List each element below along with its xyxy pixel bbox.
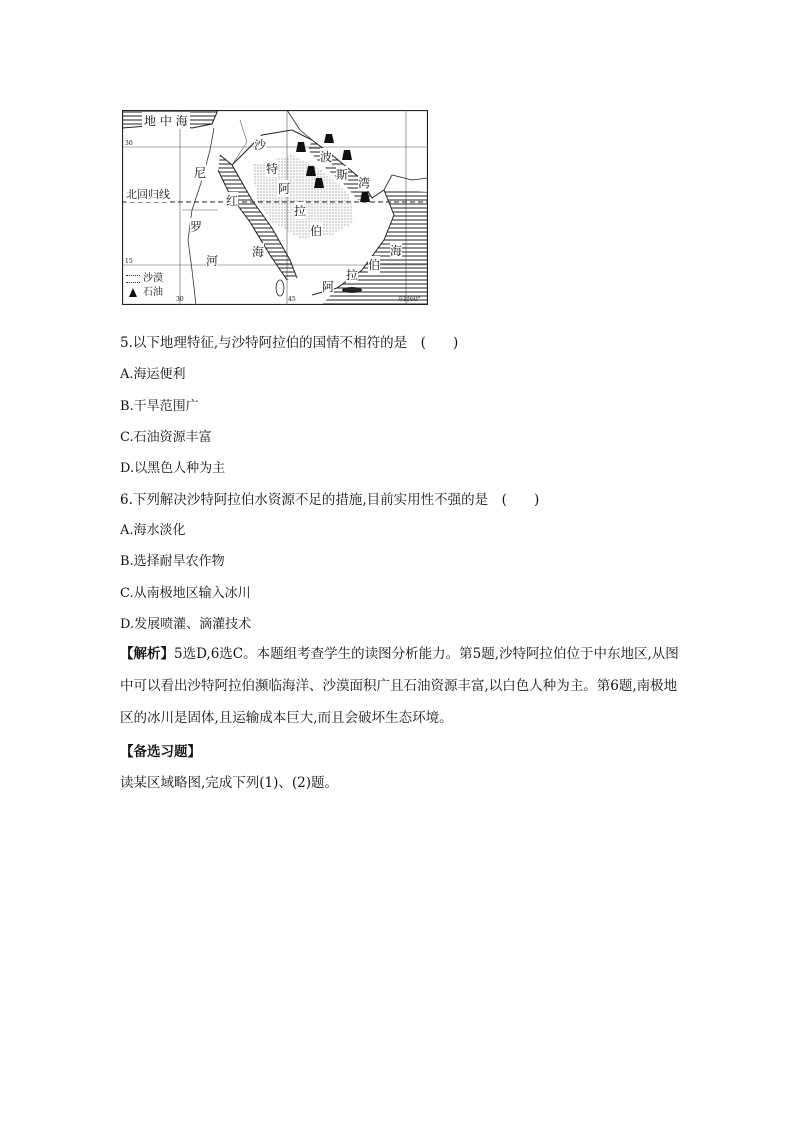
q6-stem: 6.下列解决沙特阿拉伯水资源不足的措施,目前实用性不强的是 ( ) bbox=[120, 492, 540, 508]
label-red-2: 海 bbox=[252, 245, 265, 259]
label-red-1: 红 bbox=[226, 194, 239, 208]
label-east-lon: 东经60° bbox=[398, 296, 421, 303]
q5-stem: 5.以下地理特征,与沙特阿拉伯的国情不相符的是 ( ) bbox=[120, 335, 459, 351]
label-gulf-1: 波 bbox=[320, 150, 333, 164]
label-lat30: 30 bbox=[125, 140, 133, 147]
label-lon30: 30 bbox=[176, 296, 184, 303]
map-legend bbox=[126, 272, 163, 300]
q6-option-c: C.从南极地区输入冰川 bbox=[120, 586, 251, 601]
label-sea-3: 拉 bbox=[346, 268, 359, 282]
label-saudi-1: 沙 bbox=[254, 138, 267, 152]
q6-option-a: A.海水淡化 bbox=[120, 523, 186, 538]
label-sea-1: 海 bbox=[390, 244, 403, 258]
label-sea-2: 伯 bbox=[368, 258, 381, 272]
label-saudi-5: 伯 bbox=[310, 224, 323, 238]
label-mediterranean: 地 中 海 bbox=[144, 114, 188, 128]
legend-desert bbox=[126, 272, 163, 286]
backup-text: 读某区域略图,完成下列(1)、(2)题。 bbox=[120, 775, 339, 791]
label-saudi-3: 阿 bbox=[278, 182, 291, 196]
legend-oil-label: 石油 bbox=[143, 287, 163, 298]
middle-east-map bbox=[122, 110, 428, 305]
label-nile-2: 罗 bbox=[190, 220, 203, 234]
legend-oil bbox=[126, 286, 163, 300]
q6-option-d: D.发展喷灌、滴灌技术 bbox=[120, 617, 252, 632]
analysis-tag: 【解析】 bbox=[120, 646, 174, 662]
q6-option-b: B.选择耐旱农作物 bbox=[120, 554, 225, 569]
analysis-text: 5选D,6选C。本题组考查学生的读图分析能力。第5题,沙特阿拉伯位于中东地区,从图中可以看出沙特阿拉伯濒临海洋、沙漠面积广且石油资源丰富,以白色人种为主。第6题,南极地区的冰川是固体,且运输成本巨大,而且会破坏生态环境。 bbox=[120, 646, 679, 726]
q5-option-a: A.海运便利 bbox=[120, 367, 186, 382]
label-lat15: 15 bbox=[125, 258, 133, 265]
q5-option-c: C.石油资源丰富 bbox=[120, 430, 212, 445]
analysis-paragraph bbox=[120, 638, 680, 734]
label-gulf-3: 湾 bbox=[358, 176, 371, 190]
oil-derrick-icon bbox=[129, 288, 137, 297]
q5-option-d: D.以黑色人种为主 bbox=[120, 461, 226, 476]
label-saudi-2: 特 bbox=[266, 162, 279, 176]
label-nile-1: 尼 bbox=[194, 166, 207, 180]
label-sea-4: 阿 bbox=[322, 280, 335, 294]
label-nile-3: 河 bbox=[206, 254, 219, 268]
label-saudi-4: 拉 bbox=[294, 204, 307, 218]
desert-swatch-icon bbox=[126, 275, 140, 283]
q5-option-b: B.干旱范围广 bbox=[120, 399, 199, 414]
backup-tag: 【备选习题】 bbox=[120, 744, 201, 760]
legend-desert-label: 沙漠 bbox=[143, 273, 163, 284]
label-gulf-2: 斯 bbox=[336, 168, 349, 182]
label-lon45: 45 bbox=[288, 296, 296, 303]
label-tropic: 北回归线 bbox=[126, 188, 170, 201]
